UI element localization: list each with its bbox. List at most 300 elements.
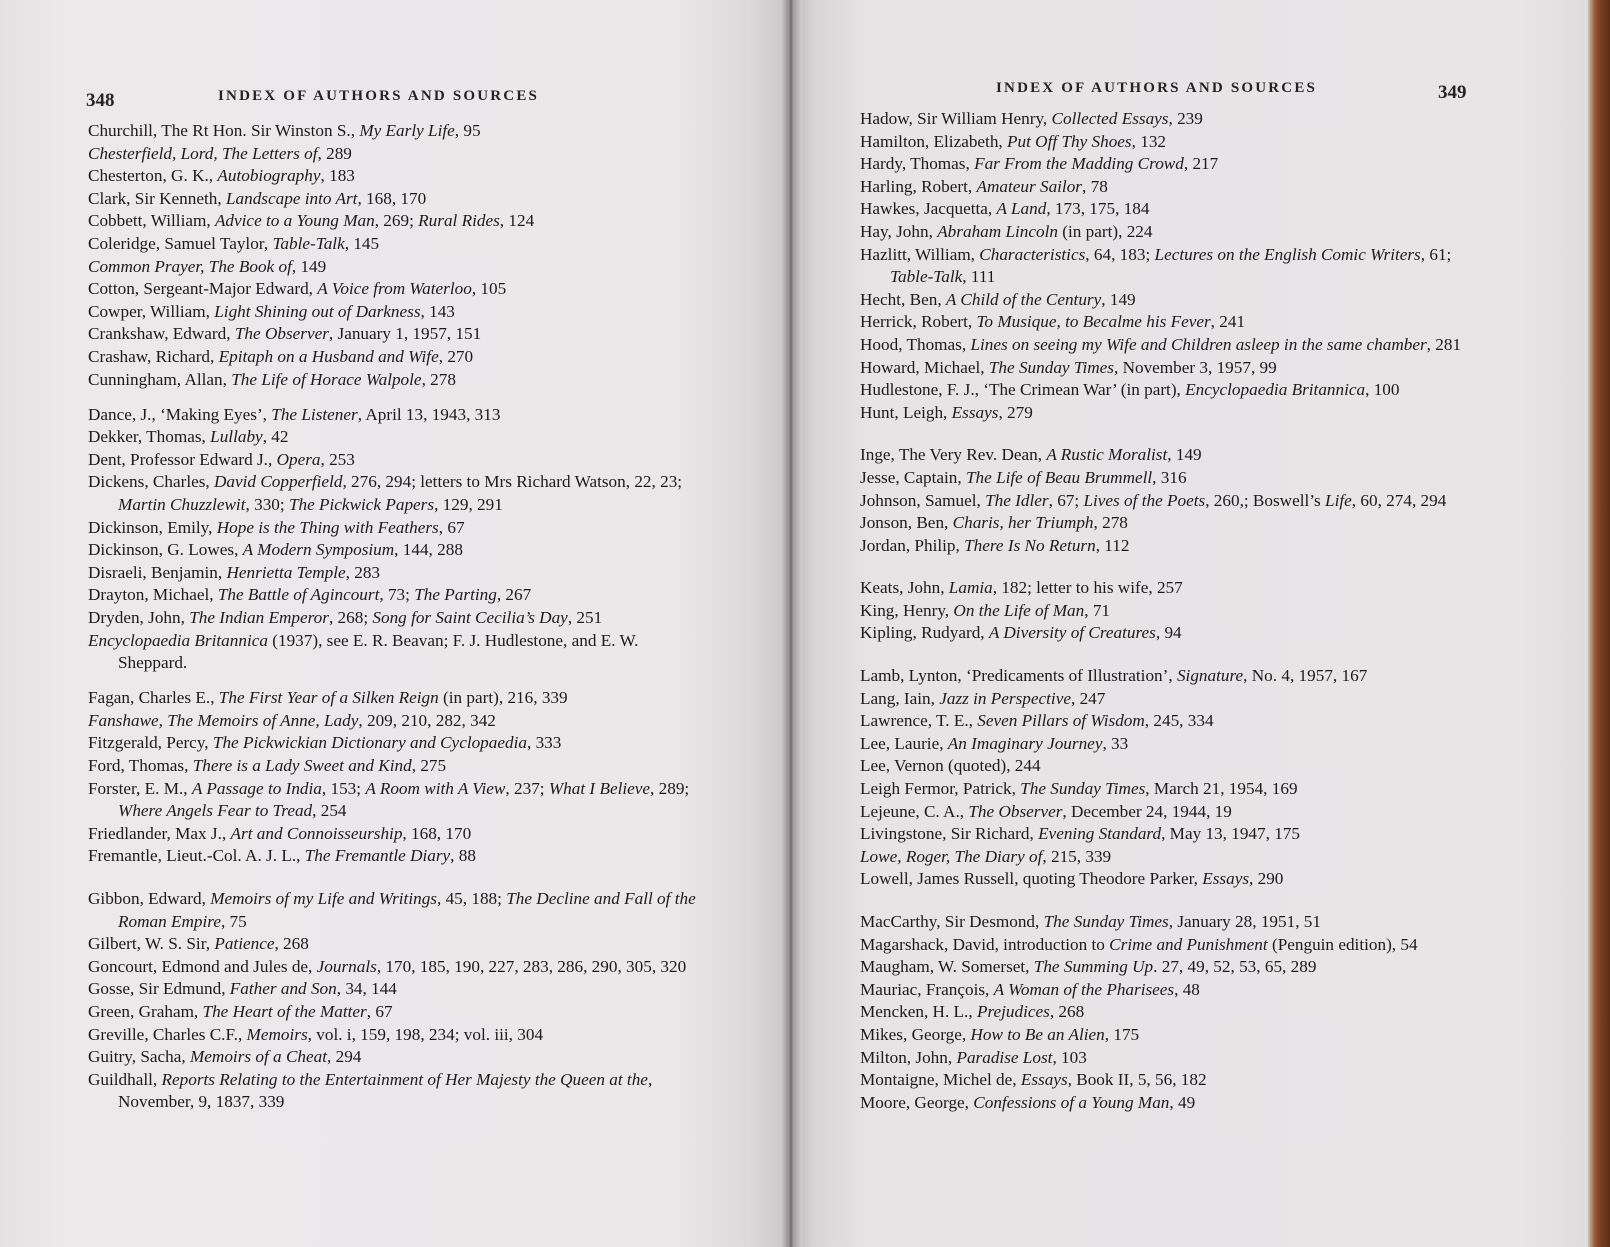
index-entry (860, 911, 1470, 934)
entry-text: Jordan, Philip, (860, 535, 965, 555)
index-entry (860, 131, 1470, 154)
entry-title-text: Epitaph on a Husband and Wife (218, 346, 439, 366)
index-entry (860, 688, 1470, 711)
cover-edge (1588, 0, 1610, 1247)
entry-text: Cunningham, Allan, (88, 369, 232, 389)
entry-text: , April 13, 1943, 313 (357, 404, 501, 424)
page-number: 348 (86, 90, 115, 111)
entry-text: (1937), see E. R. Beavan; F. J. Hudlestone, and E. W. Sheppard. (118, 630, 639, 673)
entry-title-text: The Listener (271, 404, 358, 424)
entry-text: Drayton, Michael, (88, 585, 218, 605)
entry-title-text: Lives of the Poets (1083, 490, 1206, 510)
entry-text: Dickens, Charles, (88, 472, 215, 492)
entry-text: , 279 (998, 402, 1033, 422)
entry-title-text: Common Prayer, The Book of (88, 256, 292, 276)
entry-title-text: The Life of Horace Walpole (231, 369, 422, 389)
entry-text: , 48 (1174, 979, 1200, 999)
running-head: INDEX OF AUTHORS AND SOURCES (996, 80, 1318, 96)
index-entry (88, 584, 700, 607)
entry-text: , 111 (962, 267, 996, 287)
index-entry (860, 846, 1470, 869)
entry-title-text: The Life of Beau Brummell (965, 467, 1153, 487)
entry-text: , 239 (1168, 109, 1203, 128)
index-entry (860, 1069, 1470, 1092)
entry-title-text: An Imaginary Journey (947, 733, 1103, 753)
entry-text: , December 24, 1944, 19 (1062, 801, 1232, 821)
entry-text: , 241 (1210, 312, 1246, 332)
entry-text: , 278 (1093, 513, 1128, 533)
entry-title-text: The Decline and Fall of the Roman Empire (118, 889, 696, 931)
entry-title-text: Memoirs of a Cheat (189, 1047, 327, 1067)
entry-text: Dickinson, Emily, (88, 517, 217, 537)
index-entry (88, 449, 700, 472)
entry-text: , May 13, 1947, 175 (1161, 824, 1300, 844)
entry-title-text: To Musique, to Becalme his Fever (976, 312, 1211, 332)
entry-title-text: Collected Essays (1051, 109, 1169, 128)
index-entry (860, 334, 1470, 357)
entry-title-text: A Land (996, 199, 1047, 219)
entry-text: Mikes, George, (860, 1024, 971, 1044)
entry-text: Inge, The Very Rev. Dean, (860, 445, 1047, 465)
entry-text: , 275 (411, 756, 447, 776)
index-entry (860, 868, 1470, 891)
entry-title-text: The Parting (414, 585, 497, 605)
entry-text: Jonson, Ben, (860, 513, 953, 533)
entry-text: Fagan, Charles E., (88, 688, 219, 708)
entry-text: , 215, 339 (1042, 846, 1112, 866)
entry-text: , 153; (321, 778, 366, 798)
entry-title-text: Paradise Lost (956, 1047, 1053, 1067)
entry-text: , 260,; Boswell’s (1205, 490, 1326, 510)
index-entry (88, 1046, 700, 1069)
entry-title-text: Seven Pillars of Wisdom (977, 711, 1145, 731)
entry-text: , 289 (317, 143, 352, 163)
entry-text: , 268 (274, 934, 309, 954)
entry-text: , 175 (1104, 1024, 1140, 1044)
entry-text: , 182; letter to his wife, 257 (992, 578, 1183, 598)
index-entry (860, 535, 1470, 558)
index-entry (88, 562, 700, 585)
entry-text: , 333 (526, 733, 562, 753)
entry-title-text: The Fremantle Diary (304, 846, 451, 866)
entry-text: , 103 (1052, 1047, 1087, 1067)
entry-text: Forster, E. M., (88, 778, 192, 798)
entry-text: , November 3, 1957, 99 (1113, 357, 1277, 377)
entry-text: , 281 (1426, 334, 1462, 354)
entry-text: , 237; (505, 778, 549, 798)
entry-text: , 67 (366, 1001, 393, 1021)
index-entry (860, 1092, 1470, 1115)
entry-text: Howard, Michael, (860, 357, 989, 377)
entry-text: , Book II, 5, 56, 182 (1067, 1070, 1207, 1090)
index-entry (860, 979, 1470, 1002)
index-entry (88, 607, 700, 630)
index-entry (860, 311, 1470, 334)
entry-title-text: Rural Rides (418, 211, 500, 231)
index-entry (860, 956, 1470, 979)
entry-text: , 67 (438, 517, 465, 537)
entry-title-text: Put Off Thy Shoes (1007, 131, 1132, 151)
entry-text: Dryden, John, (88, 607, 190, 627)
index-entry (88, 539, 700, 562)
entry-text: , 217 (1183, 154, 1219, 174)
entry-text: , 290 (1249, 869, 1284, 889)
entry-title-text: A Room with A View (365, 778, 506, 798)
entry-text: , 168, 170 (402, 823, 472, 843)
entry-text: (in part), 216, 339 (438, 688, 568, 708)
entry-text: , 112 (1095, 535, 1130, 555)
entry-title-text: Henrietta Temple (226, 562, 346, 582)
entry-text: Gilbert, W. S. Sir, (88, 934, 215, 954)
entry-text: Friedlander, Max J., (88, 823, 231, 843)
entry-title-text: Signature (1176, 666, 1244, 686)
entry-title-text: Jazz in Perspective (939, 688, 1071, 708)
entry-title-text: Table-Talk (272, 233, 345, 253)
entry-text: , 289; (650, 778, 690, 798)
entry-title-text: Amateur Sailor (976, 176, 1082, 196)
entry-text: , 278 (421, 369, 456, 389)
index-entry (860, 665, 1470, 688)
entry-text: Greville, Charles C.F., (88, 1024, 247, 1044)
entry-text: Hadow, Sir William Henry, (860, 109, 1052, 128)
entry-title-text: Lowe, Roger, The Diary of (860, 846, 1043, 866)
entry-text: Magarshack, David, introduction to (860, 934, 1110, 954)
entry-title-text: Life (1325, 490, 1352, 510)
entry-text: Cowper, William, (88, 301, 215, 321)
entry-text: , 88 (450, 846, 476, 866)
index-entry (860, 357, 1470, 380)
entry-title-text: Characteristics (979, 244, 1086, 264)
entry-text: Green, Graham, (88, 1001, 203, 1021)
entry-text: , 247 (1070, 688, 1106, 708)
entry-title-text: A Woman of the Pharisees (993, 979, 1175, 999)
entry-title-text: Fanshawe, The Memoirs of Anne, Lady (88, 710, 359, 730)
index-entry (860, 402, 1470, 425)
entry-text: Hawkes, Jacquetta, (860, 199, 997, 219)
index-entry (860, 289, 1470, 312)
entry-title-text: Evening Standard (1038, 824, 1162, 844)
entry-title-text: A Modern Symposium (242, 540, 395, 560)
entry-text: , 316 (1152, 467, 1187, 487)
entry-title-text: The Observer (234, 324, 329, 344)
index-entry (860, 1024, 1470, 1047)
entry-title-text: Far From the Madding Crowd (974, 154, 1184, 174)
group-separator (860, 891, 1470, 911)
entry-text: Moore, George, (860, 1092, 974, 1112)
index-entry (860, 1047, 1470, 1070)
index-entry (860, 108, 1470, 131)
entry-text: , 71 (1084, 600, 1110, 620)
entry-title-text: Martin Chuzzlewit (118, 495, 246, 514)
entry-title-text: The Observer (968, 801, 1063, 821)
entry-text: Maugham, W. Somerset, (860, 957, 1034, 977)
left-page (0, 0, 790, 1247)
entry-text: , 124 (499, 211, 535, 231)
entry-text: Crankshaw, Edward, (88, 324, 235, 344)
entry-text: , 34, 144 (336, 979, 397, 999)
entry-text: Lamb, Lynton, ‘Predicaments of Illustration’, (860, 666, 1177, 686)
entry-text: Lejeune, C. A., (860, 801, 969, 821)
group-separator (88, 868, 700, 888)
index-entry (88, 210, 700, 233)
entry-text: , 78 (1082, 176, 1108, 196)
entry-text: , 294 (327, 1047, 362, 1067)
index-entry (88, 369, 700, 392)
entry-title-text: Patience (214, 934, 275, 954)
entry-text: Livingstone, Sir Richard, (860, 824, 1039, 844)
entry-title-text: Essays (1202, 869, 1250, 889)
entry-text: Cobbett, William, (88, 211, 215, 231)
entry-text: Guitry, Sacha, (88, 1047, 190, 1067)
group-separator (860, 645, 1470, 665)
entry-text: Disraeli, Benjamin, (88, 562, 227, 582)
entry-text: Hamilton, Elizabeth, (860, 131, 1008, 151)
entry-text: Milton, John, (860, 1047, 957, 1067)
index-entry (88, 687, 700, 710)
entry-text: Lowell, James Russell, quoting Theodore Parker, (860, 869, 1203, 889)
entry-text: , 149 (1101, 289, 1136, 309)
entry-title-text: Advice to a Young Man (214, 211, 375, 231)
entry-text: , 143 (420, 301, 455, 321)
entry-title-text: A Diversity of Creatures (988, 623, 1156, 643)
entry-text: , No. 4, 1957, 167 (1243, 666, 1368, 686)
entry-text: Jesse, Captain, (860, 467, 966, 487)
entry-text: Herrick, Robert, (860, 312, 977, 332)
entry-text: , 42 (262, 427, 289, 447)
entry-text: , 270 (438, 346, 474, 366)
entry-text: , 149 (291, 256, 327, 276)
entry-text: Johnson, Samuel, (860, 490, 986, 510)
index-entry (860, 444, 1470, 467)
entry-text: , 330; (245, 495, 289, 514)
entry-text: , 268 (1049, 1002, 1085, 1022)
entry-text: Fremantle, Lieut.-Col. A. J. L., (88, 846, 305, 866)
index-entry (860, 577, 1470, 600)
index-entry (860, 622, 1470, 645)
group-separator (88, 391, 700, 404)
entry-title-text: The Summing Up (1033, 957, 1154, 977)
entry-title-text: Crime and Punishment (1109, 934, 1268, 954)
entry-title-text: The Indian Emperor (189, 607, 329, 627)
index-entry (88, 823, 700, 846)
index-entry (88, 1069, 700, 1114)
group-separator (860, 557, 1470, 577)
entry-text: , 168, 170 (357, 188, 427, 208)
entry-text: , 67; (1048, 490, 1084, 510)
entry-text: Keats, John, (860, 578, 949, 598)
entry-title-text: Opera (276, 449, 321, 469)
entry-title-text: Abraham Lincoln (937, 221, 1058, 241)
entry-title-text: The First Year of a Silken Reign (218, 688, 439, 708)
entry-text: , 209, 210, 282, 342 (358, 710, 496, 730)
entry-text: (Penguin edition), 54 (1267, 934, 1418, 954)
entry-title-text: The Sunday Times (1043, 912, 1169, 931)
index-entry (860, 467, 1470, 490)
entry-text: , 73; (379, 585, 415, 605)
entry-text: Hazlitt, William, (860, 244, 980, 264)
entry-text: Leigh Fermor, Patrick, (860, 779, 1021, 799)
index-entry (88, 426, 700, 449)
entry-title-text: The Battle of Agincourt (217, 585, 380, 605)
entry-title-text: Charis, her Triumph (952, 513, 1094, 533)
index-entry (860, 490, 1470, 513)
entry-text: Hunt, Leigh, (860, 402, 952, 422)
index-entry (88, 471, 700, 516)
entry-title-text: What I Believe (548, 778, 651, 798)
entry-title-text: Confessions of a Young Man (973, 1092, 1170, 1112)
entry-title-text: Table-Talk (890, 267, 963, 287)
entry-title-text: There Is No Return (964, 535, 1096, 555)
entry-text: , November, 9, 1837, 339 (118, 1069, 653, 1112)
index-entries (860, 108, 1470, 1114)
entry-text: Harling, Robert, (860, 176, 977, 196)
entry-text: , 64, 183; (1085, 244, 1155, 264)
index-entry (88, 188, 700, 211)
index-entry (88, 233, 700, 256)
entry-title-text: How to Be an Alien (970, 1024, 1105, 1044)
entry-text: Dent, Professor Edward J., (88, 449, 277, 469)
running-head: INDEX OF AUTHORS AND SOURCES (218, 88, 540, 104)
entry-text: , 45, 188; (436, 889, 507, 908)
index-entry (88, 888, 700, 933)
entry-title-text: Lectures on the English Comic Writers (1154, 244, 1421, 264)
entry-title-text: Encyclopaedia Britannica (88, 630, 268, 650)
entry-title-text: A Child of the Century (945, 289, 1102, 309)
index-entry (860, 1001, 1470, 1024)
entry-text: , 129, 291 (434, 495, 503, 514)
index-entry (860, 512, 1470, 535)
index-entry (860, 379, 1470, 402)
index-entry (88, 630, 700, 675)
index-entry (88, 301, 700, 324)
entry-text: , 94 (1155, 623, 1182, 643)
entry-text: Goncourt, Edmond and Jules de, (88, 956, 317, 976)
entry-text: Hay, John, (860, 221, 938, 241)
entry-text: Chesterton, G. K., (88, 166, 218, 186)
entry-text: Coleridge, Samuel Taylor, (88, 233, 273, 253)
index-entry (88, 845, 700, 868)
entry-text: , 145 (344, 233, 380, 253)
entry-text: Gosse, Sir Edmund, (88, 979, 230, 999)
index-entry (88, 165, 700, 188)
entry-text: Dekker, Thomas, (88, 427, 211, 447)
index-entry (88, 404, 700, 427)
entry-text: , 60, 274, 294 (1351, 490, 1447, 510)
entry-text: , 49 (1169, 1092, 1196, 1112)
entry-text: , 144, 288 (394, 540, 463, 560)
index-entry (88, 956, 700, 979)
entry-text: Kipling, Rudyard, (860, 623, 989, 643)
index-entry (860, 600, 1470, 623)
index-entry (88, 778, 700, 823)
entry-text: , 267 (496, 585, 532, 605)
index-entry (860, 710, 1470, 733)
index-entry (860, 801, 1470, 824)
entry-text: , 95 (454, 121, 481, 140)
entry-text: , January 28, 1951, 51 (1168, 912, 1321, 931)
entry-text: , January 1, 1957, 151 (328, 324, 482, 344)
index-entry (88, 143, 700, 166)
entry-text: , 254 (312, 801, 347, 821)
entry-title-text: A Passage to India (191, 778, 322, 798)
entry-text: , 276, 294; letters to Mrs Richard Watson, 22, 23; (342, 472, 683, 492)
entry-text: , 33 (1102, 733, 1129, 753)
entry-title-text: Lamia (948, 578, 993, 598)
page-number: 349 (1438, 82, 1467, 103)
index-entry (88, 278, 700, 301)
entry-text: Cotton, Sergeant-Major Edward, (88, 279, 318, 299)
entry-text: , 100 (1365, 380, 1400, 400)
entry-title-text: A Rustic Moralist (1046, 445, 1168, 465)
entry-text: Mencken, H. L., (860, 1002, 977, 1022)
entry-title-text: Art and Connoisseurship (230, 823, 403, 843)
index-entry (860, 153, 1470, 176)
entry-text: , 245, 334 (1144, 711, 1214, 731)
entry-title-text: The Sunday Times (1020, 779, 1146, 799)
entry-title-text: Father and Son (229, 979, 337, 999)
entry-text: , 132 (1131, 131, 1166, 151)
entry-text: . 27, 49, 52, 53, 65, 289 (1153, 957, 1317, 977)
entry-title-text: The Pickwick Papers (288, 495, 435, 514)
entry-title-text: Autobiography (217, 166, 321, 186)
entry-text: Clark, Sir Kenneth, (88, 188, 226, 208)
entry-text: Lang, Iain, (860, 688, 940, 708)
entry-text: , 269; (374, 211, 419, 231)
index-entry (88, 120, 700, 143)
entry-title-text: Lines on seeing my Wife and Children asleep in the same chamber (970, 334, 1427, 354)
group-separator (860, 424, 1470, 444)
entry-title-text: Where Angels Fear to Tread (118, 801, 313, 821)
entry-title-text: Essays (1020, 1070, 1068, 1090)
entry-text: , 173, 175, 184 (1046, 199, 1150, 219)
entry-text: , March 21, 1954, 169 (1145, 779, 1298, 799)
entry-text: Lawrence, T. E., (860, 711, 978, 731)
entry-title-text: The Sunday Times (988, 357, 1114, 377)
entry-text: Dance, J., ‘Making Eyes’, (88, 404, 272, 424)
entry-title-text: The Pickwickian Dictionary and Cyclopaedia (212, 733, 527, 753)
index-entries (88, 120, 700, 1114)
index-entry (860, 244, 1470, 289)
entry-text: Guildhall, (88, 1069, 162, 1089)
entry-title-text: The Heart of the Matter (202, 1001, 367, 1021)
index-entry (860, 778, 1470, 801)
entry-text: Ford, Thomas, (88, 756, 193, 776)
entry-title-text: Song for Saint Cecilia’s Day (372, 607, 568, 627)
entry-title-text: David Copperfield (214, 472, 343, 492)
entry-title-text: There is a Lady Sweet and Kind (192, 756, 412, 776)
group-separator (88, 675, 700, 688)
entry-text: , 149 (1167, 445, 1202, 465)
entry-text: , 283 (345, 562, 380, 582)
entry-title-text: Hope is the Thing with Feathers (216, 517, 439, 537)
index-entry (88, 1001, 700, 1024)
index-entry (88, 710, 700, 733)
entry-text: Lee, Laurie, (860, 733, 948, 753)
entry-title-text: Light Shining out of Darkness (214, 301, 421, 321)
index-entry (860, 755, 1470, 778)
entry-title-text: The Idler (985, 490, 1049, 510)
entry-text: Hudlestone, F. J., ‘The Crimean War’ (in part), (860, 380, 1186, 400)
entry-text: , 183 (320, 166, 355, 186)
index-entry (88, 755, 700, 778)
entry-text: , 253 (320, 449, 355, 469)
entry-text: Hood, Thomas, (860, 334, 971, 354)
index-entry (88, 346, 700, 369)
entry-text: , 105 (471, 279, 507, 299)
entry-title-text: Memoirs of my Life and Writings (210, 889, 437, 908)
index-entry (88, 517, 700, 540)
entry-text: , vol. i, 159, 198, 234; vol. iii, 304 (307, 1024, 544, 1044)
